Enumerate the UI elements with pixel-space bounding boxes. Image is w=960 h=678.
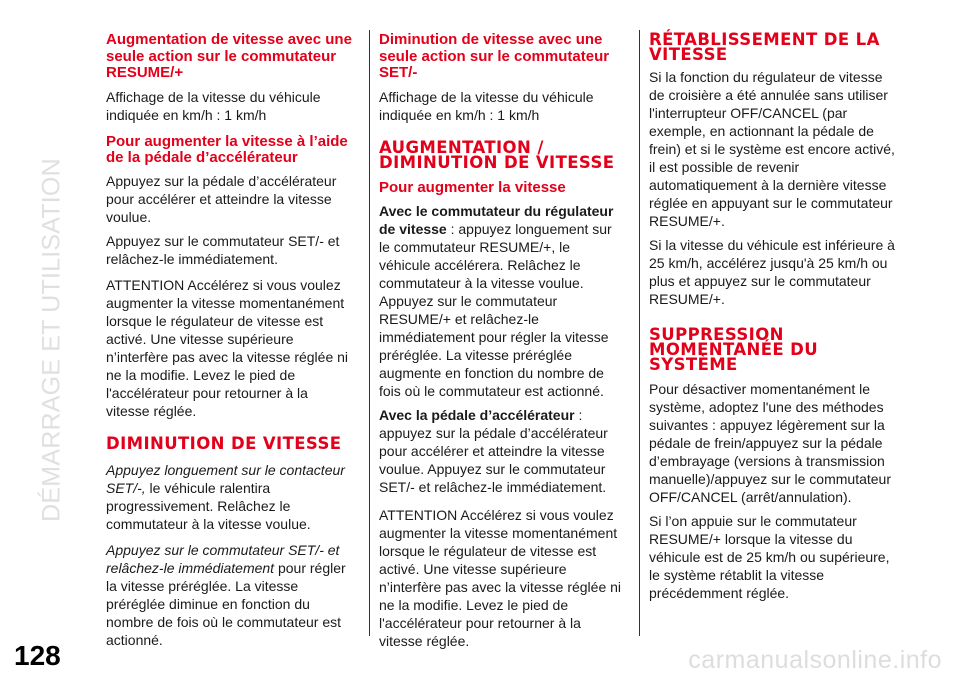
paragraph-decrease-short-press <box>106 541 352 649</box>
emphasis-text: Appuyez sur le commutateur SET/- et relâchez-le immédiatement <box>106 541 340 576</box>
page-number: 128 <box>14 640 61 671</box>
right-column <box>649 32 895 602</box>
watermark: carmanualsonline.info <box>688 646 942 674</box>
paragraph-suspend-methods: Pour désactiver momentanément le système, adoptez l'une des méthodes suivantes : appuyez légèrement sur la pédale de frein/appuyez sur la pédale d’embrayage (versions à transmission manuelle)/appuyez sur le commutateur OFF/CANCEL (arrêt/annulation). <box>649 381 892 505</box>
heading-increase-speed: Pour augmenter la vitesse <box>379 178 566 196</box>
bold-lead: Avec le commutateur du régulateur de vitesse <box>379 203 614 237</box>
paragraph-text: pour régler la vitesse préréglée. La vitesse préréglée diminue en fonction du nombre de fois où le commutateur est actionné. <box>106 559 346 648</box>
paragraph-with-pedal <box>379 406 625 496</box>
column-divider-right <box>639 30 640 636</box>
heading-decrease-set: Diminution de vitesse avec une seule action sur le commutateur SET/- <box>379 31 610 81</box>
paragraph-text: : appuyez longuement sur le commutateur RESUME/+, le véhicule accélérera. Relâchez le commutateur à la vitesse voulue. Appuyez sur le commutateur RESUME/+ et relâchez-le immédiatement pour régler la vitesse préréglée. La vitesse préréglée augmente en fonction du nombre de fois où le commutateur est actionné. <box>379 221 612 399</box>
paragraph-attention: ATTENTION Accélérez si vous voulez augmenter la vitesse momentanément lorsque le régulateur de vitesse est activé. Une vitesse supérieure n’interfère pas avec la vitesse réglée ni ne la modifie. Levez le pied de l'accélérateur pour retourner à la vitesse réglée. <box>379 507 622 649</box>
paragraph-with-switch <box>379 202 625 400</box>
emphasis-text: Appuyez longuement sur le contacteur SET/-, <box>106 461 345 496</box>
paragraph-low-speed: Si la vitesse du véhicule est inférieure à 25 km/h, accélérez jusqu'à 25 km/h ou plus et appuyez sur le commutateur RESUME/+. <box>649 237 895 307</box>
left-column <box>106 32 352 649</box>
section-heading-increase-decrease: AUGMENTATION / DIMINUTION DE VITESSE <box>379 137 615 172</box>
heading-increase-accelerator: Pour augmenter la vitesse à l’aide de la pédale d’accélérateur <box>106 132 348 166</box>
paragraph-restore-speed: Si la fonction du régulateur de vitesse de croisière a été annulée sans utiliser l'interrupteur OFF/CANCEL (par exemple, en actionnant la pédale de frein) et si le système est encore activé, il est possible de revenir automatiquement à la dernière vitesse réglée en appuyant sur le commutateur RESUME/+. <box>649 69 895 229</box>
paragraph-text: le véhicule ralentira progressivement. Relâchez le commutateur à la vitesse voulue. <box>106 479 311 532</box>
heading-increase-resume: Augmentation de vitesse avec une seule action sur le commutateur RESUME/+ <box>106 31 352 81</box>
paragraph-press-accelerator: Appuyez sur la pédale d’accélérateur pour accélérer et atteindre la vitesse voulue. <box>106 172 337 225</box>
paragraph-press-set: Appuyez sur le commutateur SET/- et relâchez-le immédiatement. <box>106 232 340 267</box>
paragraph-speed-display: Affichage de la vitesse du véhicule indiquée en km/h : 1 km/h <box>379 88 594 123</box>
column-divider-left <box>369 30 370 636</box>
section-heading-decrease: DIMINUTION DE VITESSE <box>106 433 342 453</box>
paragraph-text: : appuyez sur la pédale d’accélérateur pour accélérer et atteindre la vitesse voulue. Appuyez sur le commutateur SET/- et relâchez-le immédiatement. <box>379 407 608 495</box>
section-heading-restore: RÉTABLISSEMENT DE LA VITESSE <box>649 30 880 64</box>
section-side-title: DÉMARRAGE ET UTILISATION <box>37 158 66 522</box>
paragraph-speed-display: Affichage de la vitesse du véhicule indiquée en km/h : 1 km/h <box>106 88 321 123</box>
paragraph-resume: Si l’on appuie sur le commutateur RESUME/+ lorsque la vitesse du véhicule est de 25 km/h ou supérieure, le système rétablit la vitesse précédemment réglée. <box>649 513 890 601</box>
section-heading-suspend: SUPPRESSION MOMENTANÉE DU SYSTÈME <box>649 325 819 374</box>
middle-column <box>379 32 625 650</box>
bold-lead: Avec la pédale d’accélérateur <box>379 407 575 423</box>
paragraph-attention: ATTENTION Accélérez si vous voulez augmenter la vitesse momentanément lorsque le régulateur de vitesse est activé. Une vitesse supérieure n’interfère pas avec la vitesse réglée ni ne la modifie. Levez le pied de l'accélérateur pour retourner à la vitesse réglée. <box>106 276 349 419</box>
paragraph-decrease-long-press <box>106 461 352 533</box>
